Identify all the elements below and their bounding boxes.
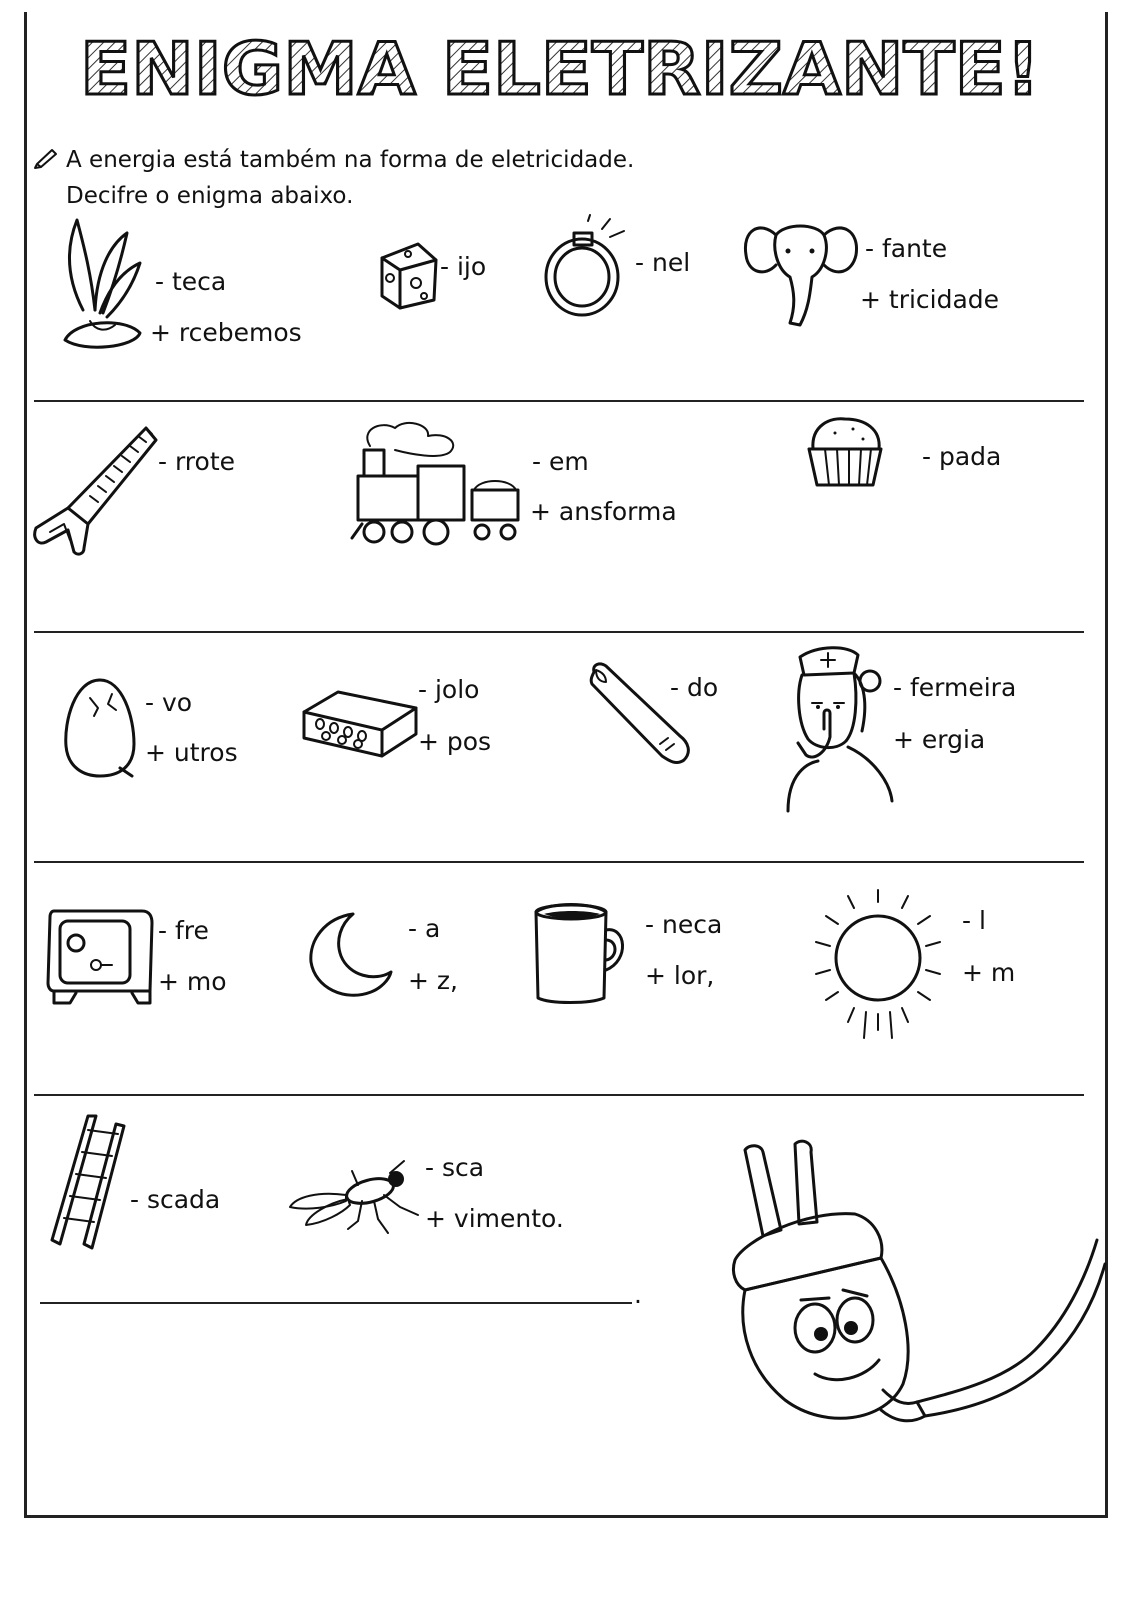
row1-item2-minus: - ijo xyxy=(440,252,487,281)
ring-icon xyxy=(540,215,630,320)
row2-item1-minus: - rrote xyxy=(158,447,236,476)
row4-item1-plus: + mo xyxy=(158,967,227,996)
sun-icon xyxy=(798,888,958,1048)
row3-item2-minus: - jolo xyxy=(418,675,480,704)
svg-text:ENIGMA ELETRIZANTE!: ENIGMA ELETRIZANTE! xyxy=(80,27,1040,111)
oven-icon xyxy=(46,905,156,1005)
row1-item4-minus: - fante xyxy=(865,234,948,263)
row3-item1-plus: + utros xyxy=(145,738,238,767)
row5-item2-minus: - sca xyxy=(425,1153,485,1182)
row4-item4-plus: + m xyxy=(962,958,1016,987)
answer-end-period: . xyxy=(634,1280,642,1309)
row4-item2-minus: - a xyxy=(408,914,441,943)
electric-plug-icon xyxy=(705,1140,1105,1505)
divider-2 xyxy=(34,631,1084,633)
row2-item2-minus: - em xyxy=(532,447,589,476)
divider-1 xyxy=(34,400,1084,402)
row3-item2-plus: + pos xyxy=(418,727,492,756)
row2-item3-minus: - pada xyxy=(922,442,1002,471)
cupcake-icon xyxy=(805,415,885,487)
row1-item4-plus: + tricidade xyxy=(860,285,1000,314)
row1-item3-minus: - nel xyxy=(635,248,691,277)
answer-line xyxy=(40,1302,632,1304)
row4-item3-plus: + lor, xyxy=(645,961,715,990)
instruction-line-2: Decifre o enigma abaixo. xyxy=(66,183,354,209)
row5-item1-minus: - scada xyxy=(130,1185,221,1214)
worksheet-title xyxy=(70,27,1050,111)
moon-icon xyxy=(305,910,395,1000)
row3-item4-plus: + ergia xyxy=(893,725,986,754)
train-icon xyxy=(350,420,522,550)
egg-icon xyxy=(60,676,140,778)
saw-icon xyxy=(28,420,160,560)
row2-item2-plus: + ansforma xyxy=(530,497,677,526)
row1-item1-minus: - teca xyxy=(155,267,227,296)
brick-icon xyxy=(300,688,420,760)
feathers-icon xyxy=(55,215,145,355)
pencil-icon xyxy=(34,146,60,168)
ladder-icon xyxy=(48,1110,128,1250)
mug-icon xyxy=(530,900,630,1005)
row5-item2-plus: + vimento. xyxy=(425,1204,564,1233)
row4-item1-minus: - fre xyxy=(158,916,209,945)
fly-icon xyxy=(288,1155,422,1245)
cheese-icon xyxy=(378,238,440,310)
row4-item4-minus: - l xyxy=(962,906,986,935)
row4-item3-minus: - neca xyxy=(645,910,723,939)
instruction-line-1: A energia está também na forma de eletricidade. xyxy=(66,147,635,173)
row3-item4-minus: - fermeira xyxy=(893,673,1017,702)
nurse-icon xyxy=(778,643,896,811)
row3-item3-minus: - do xyxy=(670,673,719,702)
elephant-icon xyxy=(740,215,862,330)
row4-item2-plus: + z, xyxy=(408,966,458,995)
divider-3 xyxy=(34,861,1084,863)
row1-item1-plus: + rcebemos xyxy=(150,318,302,347)
divider-4 xyxy=(34,1094,1084,1096)
row3-item1-minus: - vo xyxy=(145,688,193,717)
